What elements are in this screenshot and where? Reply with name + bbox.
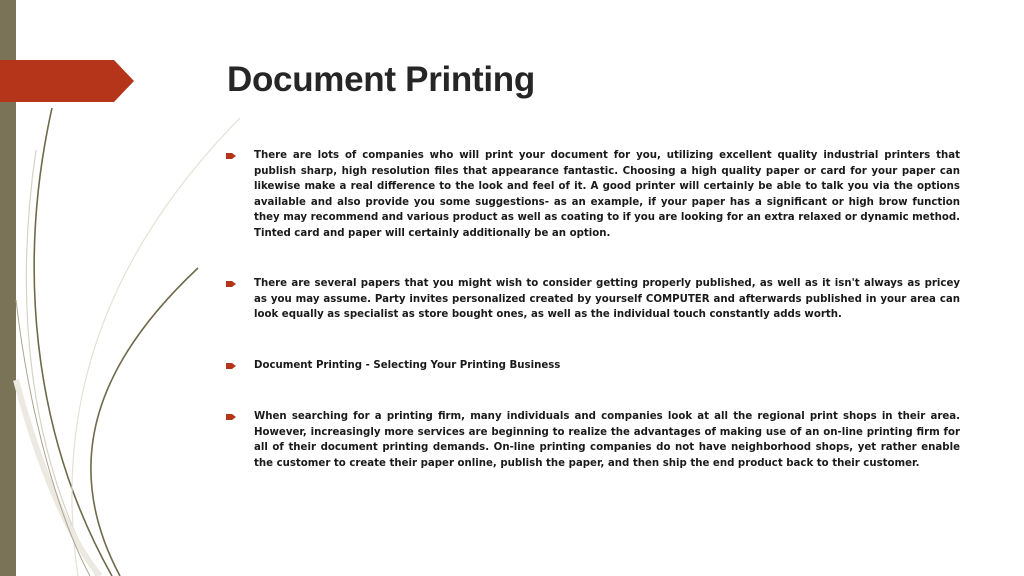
title-accent-tab bbox=[0, 60, 134, 102]
slide-title: Document Printing bbox=[227, 60, 535, 99]
bullet-text: There are several papers that you might wish to consider getting properly published, as well as it isn't always as pricey as you may assume. Party invites personalized created by yourself COMPUTER and afterwards published in your area can look equally as specialist as store bought ones, as well as the individual touch constantly adds worth. bbox=[254, 278, 960, 320]
bullet-item bbox=[226, 276, 960, 323]
bullet-text: When searching for a printing firm, many individuals and companies look at all the regional print shops in their area. However, increasingly more services are beginning to realize the advantages of making use of an on-line printing firm for all of their document printing demands. On-line printing companies do not have neighborhood shops, yet rather enable the customer to create their paper online, publish the paper, and then ship the end product back to their customer. bbox=[254, 411, 960, 469]
bullet-text: Document Printing - Selecting Your Printing Business bbox=[254, 359, 561, 371]
arrow-bullet-icon bbox=[226, 413, 236, 421]
bullet-item bbox=[226, 358, 960, 374]
bullet-item bbox=[226, 148, 960, 241]
arrow-bullet-icon bbox=[226, 362, 236, 370]
bullet-text: There are lots of companies who will print your document for you, utilizing excellent quality industrial printers that publish sharp, high resolution files that appearance fantastic. Choosing a high quality paper or card for your paper can likewise make a real difference to the look and feel of it. A good printer will certainly be able to talk you via the options available and also provide you some suggestions- as an example, if your paper has a significant or high brow function they may recommend and various product as well as coating to if you are looking for an extra relaxed or dynamic method. Tinted card and paper will certainly additionally be an option. bbox=[254, 150, 960, 239]
bullet-item bbox=[226, 409, 960, 471]
arrow-bullet-icon bbox=[226, 152, 236, 160]
bullet-list bbox=[226, 148, 960, 471]
arrow-bullet-icon bbox=[226, 280, 236, 288]
